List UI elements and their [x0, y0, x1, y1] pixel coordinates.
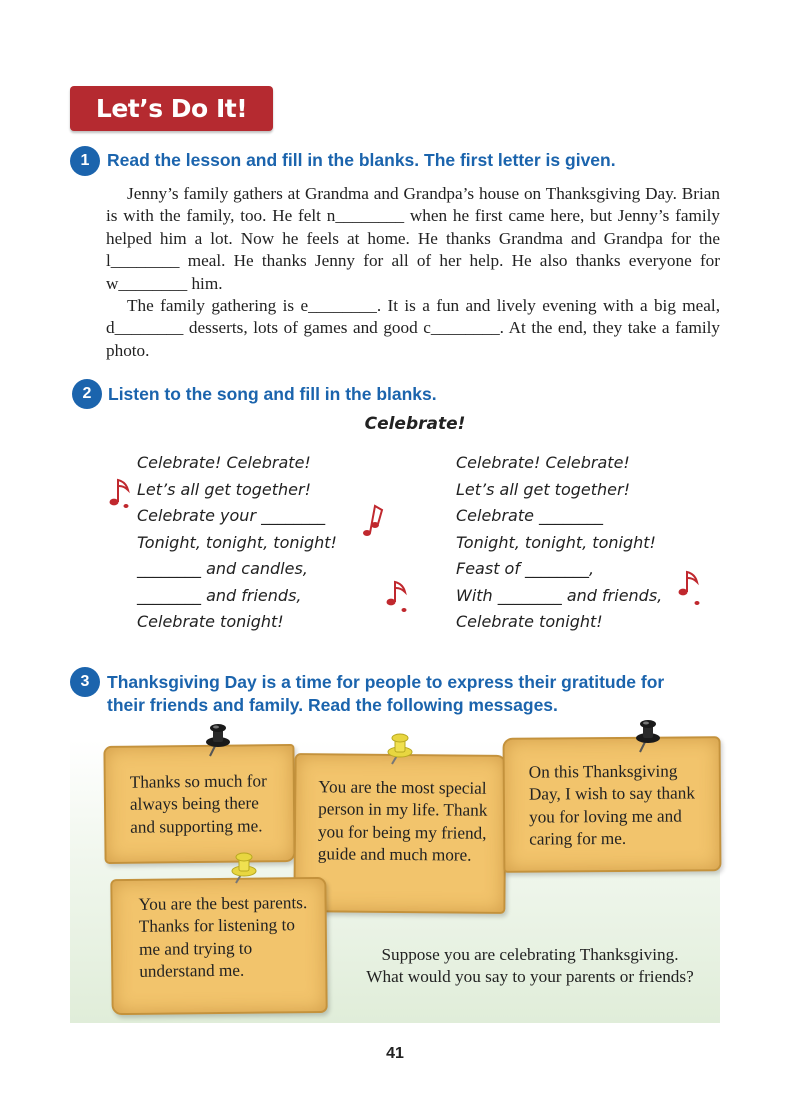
section-2-instruction: Listen to the song and fill in the blanks.: [108, 384, 437, 404]
prompt-line-2: What would you say to your parents or friends?: [366, 967, 694, 987]
lyric-line: Tonight, tonight, tonight!: [456, 532, 656, 552]
section-1-number: 1: [70, 146, 100, 176]
message-text-1: Thanks so much for always being there and supporting me.: [129, 771, 267, 837]
music-note-icon: [108, 474, 134, 510]
writing-prompt: [340, 944, 720, 989]
black-pushpin-icon: [200, 722, 234, 760]
lyric-line: ________ and candles,: [137, 559, 308, 578]
page-number: 41: [386, 1045, 404, 1062]
lyric-line: Tonight, tonight, tonight!: [137, 532, 337, 552]
message-card-1: [103, 744, 295, 864]
lyric-line: Celebrate ________: [456, 506, 604, 525]
banner-title: Let’s Do It!: [95, 94, 248, 123]
lyric-line: Celebrate tonight!: [456, 612, 603, 631]
black-pushpin-icon: [630, 718, 664, 756]
music-note-icon: [677, 570, 703, 608]
lesson-paragraph-1: Jenny’s family gathers at Grandma and Grandpa’s house on Thanksgiving Day. Brian is with the family, too. He felt n________ when he first came here, but Jenny’s family helped him a lot. Now he feels at home. He thanks Grandma and Grandpa for the l________ meal. He thanks Jenny for all of her help. He also thanks everyone for w________ him.: [106, 184, 720, 293]
lyrics-left-column: [137, 450, 337, 636]
lyric-line: Feast of ________,: [456, 559, 595, 578]
section-2-number: 2: [72, 379, 102, 409]
section-3-instruction-line-1: Thanksgiving Day is a time for people to express their gratitude for: [107, 672, 665, 692]
lyric-line: Let’s all get together!: [137, 479, 311, 499]
message-text-4: You are the best parents. Thanks for listening to me and trying to understand me.: [138, 893, 308, 982]
message-card-4: [110, 877, 327, 1015]
music-note-icon: [385, 578, 411, 614]
prompt-line-1: Suppose you are celebrating Thanksgiving.: [381, 945, 679, 964]
lets-do-it-banner: [70, 86, 273, 131]
yellow-pushpin-icon: [384, 730, 418, 768]
lyric-line: ________ and friends,: [137, 585, 302, 605]
lyric-line: Celebrate tonight!: [137, 612, 284, 631]
lesson-passage: [106, 183, 720, 362]
lesson-paragraph-2: The family gathering is e________. It is a fun and lively evening with a big meal, d________ desserts, lots of games and good c________. At the end, they take a family photo.: [106, 296, 720, 360]
lyric-line: Celebrate your ________: [137, 506, 326, 525]
section-1-instruction: Read the lesson and fill in the blanks. The first letter is given.: [107, 150, 616, 170]
message-card-3: [503, 736, 722, 873]
message-text-2: You are the most special person in my life. Thank you for being my friend, guide and much more.: [317, 777, 488, 865]
section-3-instruction-line-2: their friends and family. Read the following messages.: [107, 695, 558, 715]
lyric-line: Let’s all get together!: [456, 479, 630, 499]
music-note-icon: [360, 500, 384, 538]
lyrics-right-column: [456, 450, 662, 636]
lyric-line: Celebrate! Celebrate!: [137, 453, 311, 472]
lyric-line: With ________ and friends,: [456, 585, 663, 605]
lyric-line: Celebrate! Celebrate!: [456, 453, 630, 472]
section-3-number: 3: [70, 667, 100, 697]
message-text-3: On this Thanksgiving Day, I wish to say thank you for loving me and caring for me.: [528, 761, 695, 849]
song-title: Celebrate!: [364, 414, 466, 434]
yellow-pushpin-icon: [228, 849, 262, 887]
